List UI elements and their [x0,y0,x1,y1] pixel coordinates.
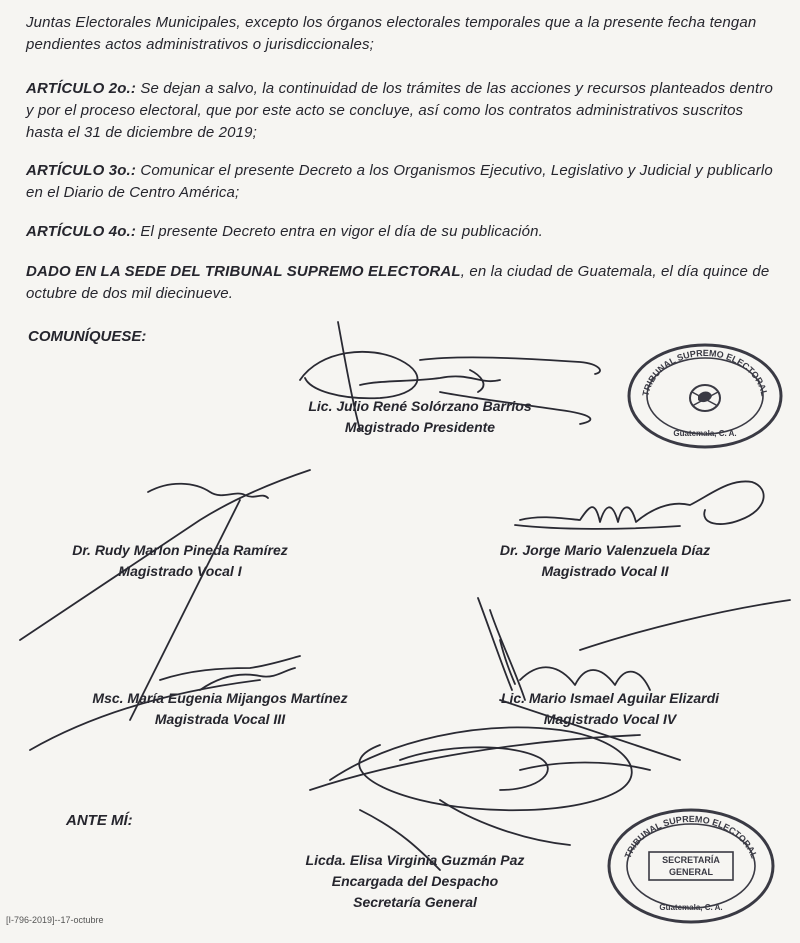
signature-block-vocal-3 [20,688,420,730]
article-3-label: ARTÍCULO 3o.: [26,162,137,179]
document-reference: [I-796-2019]--17-octubre [6,915,104,925]
vocal-2-role: Magistrado Vocal II [541,563,669,579]
seal-bottom-center-text: SECRETARÍA GENERAL [662,855,720,877]
paragraph-intro-text: Juntas Electorales Municipales, excepto los órganos electorales temporales que a la presente fecha tengan pendientes actos administrativos o jurisdiccionales; [26,14,757,53]
seal-bottom-bottom-text: Guatemala, C. A. [659,903,723,912]
dado-en-label: DADO EN LA SEDE DEL TRIBUNAL SUPREMO ELECTORAL [26,263,461,280]
comuniquese-heading: COMUNÍQUESE: [28,328,147,345]
article-2-label: ARTÍCULO 2o.: [26,80,137,97]
dado-en-paragraph [26,261,778,305]
article-4-text: El presente Decreto entra en vigor el día de su publicación. [136,223,543,240]
ante-mi-heading: ANTE MÍ: [66,812,133,829]
signature-block-vocal-4 [440,688,780,730]
vocal-2-name: Dr. Jorge Mario Valenzuela Díaz [499,542,711,558]
article-2-text: Se dejan a salvo, la continuidad de los trámites de las acciones y recursos planteados dentro y por el proceso electoral, que por este acto se concluye, así como los contratos administrativos suscritos hasta el 31 de diciembre de 2019; [26,80,773,141]
seal-top-ring-text: TRIBUNAL SUPREMO ELECTORAL [640,347,770,398]
vocal-4-role: Magistrado Vocal IV [543,711,677,727]
article-4-label: ARTÍCULO 4o.: [26,223,137,240]
article-3-text: Comunicar el presente Decreto a los Organismos Ejecutivo, Legislativo y Judicial y publicarlo en el Diario de Centro América; [26,162,773,201]
secretaria-seal-bottom [606,806,776,926]
secretary-name: Licda. Elisa Virginia Guzmán Paz [305,852,525,868]
signature-block-secretary [265,850,565,913]
vocal-1-role: Magistrado Vocal I [118,563,242,579]
secretary-role-1: Encargada del Despacho [331,873,499,889]
guatemala-coat-of-arms-icon [690,385,720,411]
vocal-2-signature [515,481,764,528]
vocal-3-name: Msc. María Eugenia Mijangos Martínez [92,690,348,706]
president-role: Magistrado Presidente [344,419,496,435]
article-4 [26,221,778,243]
vocal-4-name: Lic. Mario Ismael Aguilar Elizardi [500,690,720,706]
signature-block-vocal-2 [445,540,765,582]
dado-en-text: , en la ciudad de Guatemala, el día quince de octubre de dos mil diecinueve. [26,263,770,302]
vocal-1-name: Dr. Rudy Marlon Pineda Ramírez [72,542,288,558]
seal-bottom-ring-text: TRIBUNAL SUPREMO ELECTORAL [622,813,760,860]
seal-top-bottom-text: Guatemala, C. A. [673,429,737,438]
article-3 [26,160,778,204]
signature-block-president [270,396,570,438]
vocal-3-role: Magistrada Vocal III [154,711,286,727]
secretary-signature [330,727,650,870]
vocal-1-signature [20,470,310,720]
signature-block-vocal-1 [20,540,340,582]
paragraph-intro [26,12,778,56]
article-2 [26,78,778,144]
tribunal-seal-top [626,342,784,450]
president-name: Lic. Julio René Solórzano Barrios [308,398,532,414]
secretary-role-2: Secretaría General [353,894,477,910]
